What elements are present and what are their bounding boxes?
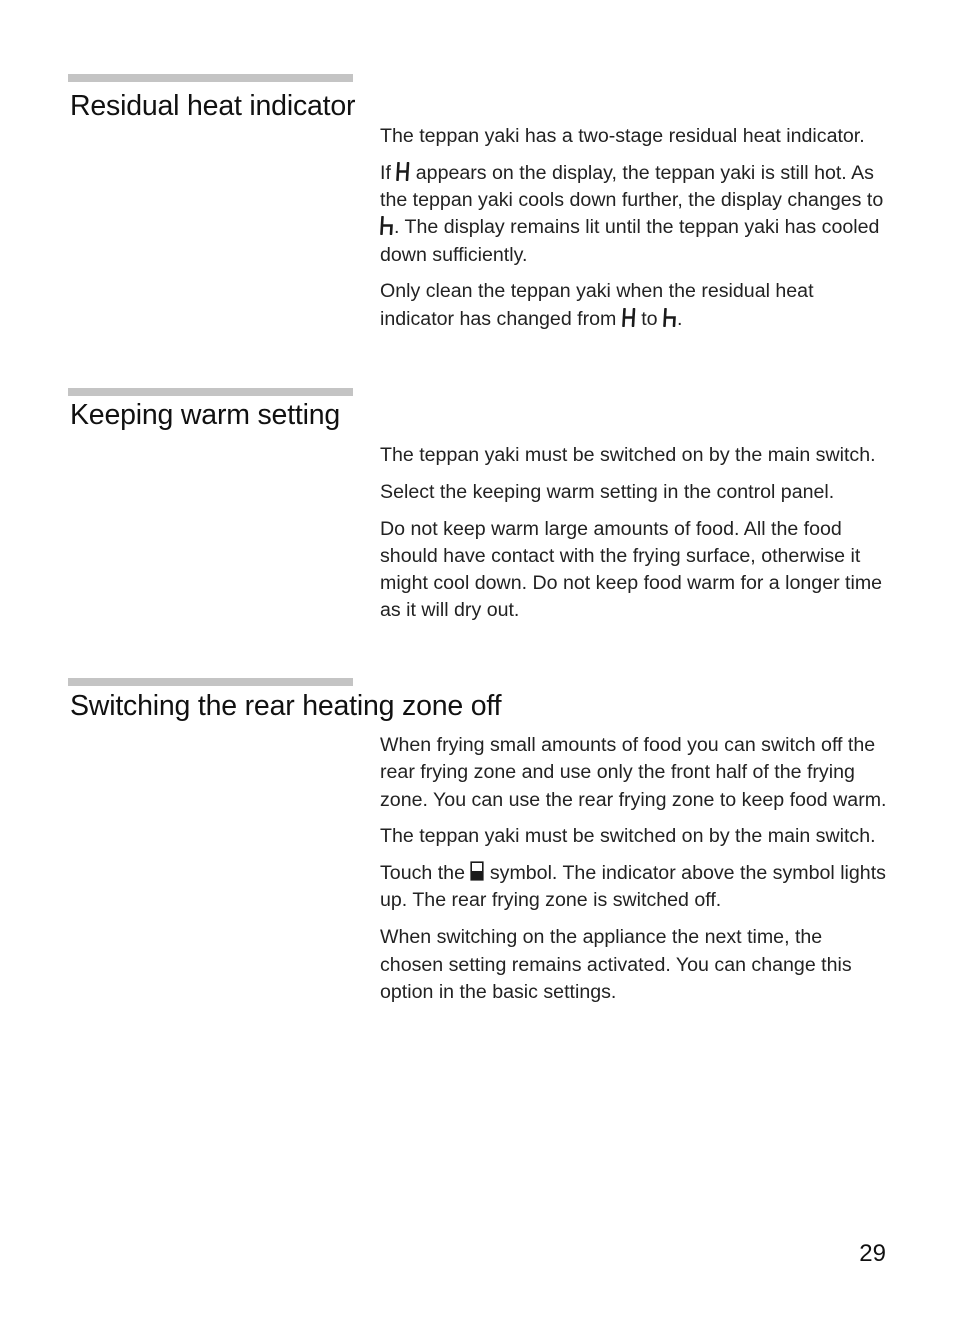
paragraph: If appears on the display, the teppan yaki is still hot. As the teppan yaki cools down further, the display changes to . The display remains lit until the teppan yaki has cooled down sufficiently.	[380, 161, 884, 266]
section-heading: Keeping warm setting	[70, 399, 341, 431]
paragraph: Do not keep warm large amounts of food. All the food should have contact with the frying surface, otherwise it might cool down. Do not keep food warm for a longer time as it will dry out.	[380, 517, 883, 622]
paragraph: Touch the symbol. The indicator above the symbol lights up. The rear frying zone is switched off.	[380, 862, 886, 912]
paragraph: The teppan yaki must be switched on by the main switch.	[380, 825, 876, 848]
section-body	[380, 442, 890, 634]
section-divider	[68, 388, 353, 396]
paragraph: The teppan yaki must be switched on by the main switch.	[380, 444, 876, 466]
section-divider	[68, 74, 353, 82]
page-number: 29	[859, 1240, 886, 1267]
paragraph: When frying small amounts of food you can switch off the rear frying zone and use only the front half of the frying zone. You can use the rear frying zone to keep food warm.	[380, 734, 887, 811]
section-body	[380, 732, 890, 1016]
section-divider	[68, 678, 353, 686]
display-h-icon	[663, 308, 677, 327]
display-h-icon	[380, 216, 394, 235]
display-H-icon	[622, 308, 636, 327]
paragraph: The teppan yaki has a two-stage residual heat indicator.	[380, 125, 865, 147]
paragraph: Select the keeping warm setting in the control panel.	[380, 480, 835, 503]
section-heading: Residual heat indicator	[70, 90, 356, 122]
section-heading: Switching the rear heating zone off	[70, 690, 502, 722]
section-body	[380, 123, 890, 343]
display-H-icon	[396, 162, 410, 181]
paragraph: Only clean the teppan yaki when the residual heat indicator has changed from to .	[380, 280, 814, 330]
rear-zone-symbol-icon	[470, 861, 484, 881]
paragraph: When switching on the appliance the next time, the chosen setting remains activated. You can change this option in the basic settings.	[380, 926, 852, 1003]
